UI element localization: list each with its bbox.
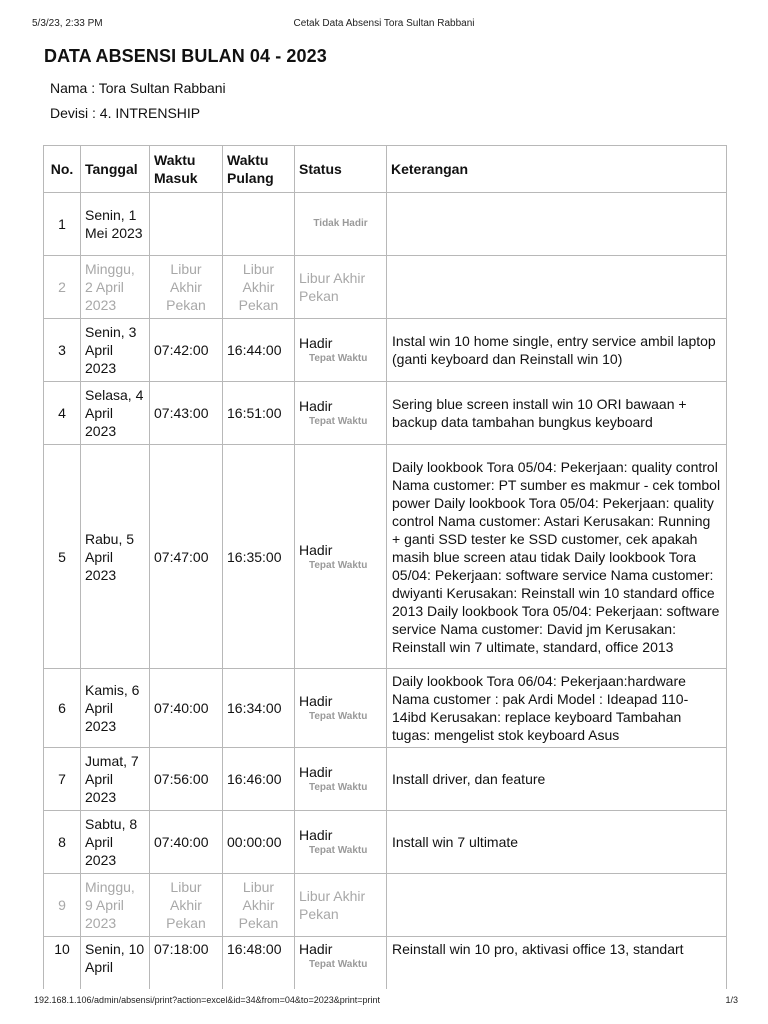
row-tanggal: Minggu, 2 April 2023 — [81, 256, 150, 319]
status-sub: Tepat Waktu — [309, 559, 368, 571]
row-keterangan: Daily lookbook Tora 05/04: Pekerjaan: quality control Nama customer: PT sumber es makmur - cek tombol power Daily lookbook Tora 05/04: Pekerjaan: quality control Nama customer: Astari Kerusakan: Running + ganti SSD tester ke SSD customer, cek apakah masih blue screen atau tidak Daily lookbook Tora 05/04: Pekerjaan: software service Nama customer: dwiyanti Kerusakan: Reinstall win 10 standard office 2013 Daily lookbook Tora 05/04: Pekerjaan: software service Nama customer: David jm Kerusakan: Reinstall win 7 ultimate, standard, office 2013 — [387, 445, 727, 669]
row-no: 5 — [44, 445, 81, 669]
row-tanggal: Kamis, 6 April 2023 — [81, 669, 150, 748]
table-header-row — [44, 146, 727, 193]
row-status — [295, 669, 387, 748]
status-sub: Tepat Waktu — [309, 711, 368, 722]
row-status: Libur Akhir Pekan — [295, 874, 387, 937]
status-sub: Tepat Waktu — [309, 353, 368, 364]
row-status — [295, 193, 387, 256]
row-no: 9 — [44, 874, 81, 937]
table-row — [44, 937, 727, 989]
row-no: 4 — [44, 382, 81, 445]
row-pulang — [223, 193, 295, 256]
row-no: 6 — [44, 669, 81, 748]
row-tanggal: Senin, 3 April 2023 — [81, 319, 150, 382]
col-header-waktu-pulang: Waktu Pulang — [223, 146, 295, 193]
row-pulang: 00:00:00 — [223, 811, 295, 874]
document-title: DATA ABSENSI BULAN 04 - 2023 — [44, 46, 327, 66]
status-main: Hadir — [299, 827, 333, 843]
status-sub: Tepat Waktu — [309, 845, 368, 856]
row-masuk: Libur Akhir Pekan — [150, 874, 223, 937]
row-keterangan: Daily lookbook Tora 06/04: Pekerjaan:hardware Nama customer : pak Ardi Model : Ideapad 110-14ibd Kerusakan: replace keyboard Tambahan tugas: mengelist stok keyboard Asus — [387, 669, 727, 748]
row-tanggal: Sabtu, 8 April 2023 — [81, 811, 150, 874]
table-row — [44, 193, 727, 256]
row-keterangan: Install driver, dan feature — [387, 748, 727, 811]
status-sub: Tepat Waktu — [309, 416, 368, 427]
row-pulang: 16:44:00 — [223, 319, 295, 382]
status-main: Hadir — [299, 941, 333, 957]
status-main: Hadir — [299, 335, 333, 351]
row-tanggal: Minggu, 9 April 2023 — [81, 874, 150, 937]
row-keterangan: Install win 7 ultimate — [387, 811, 727, 874]
row-keterangan — [387, 193, 727, 256]
row-keterangan — [387, 256, 727, 319]
print-page-number: 1/3 — [725, 995, 738, 1005]
row-pulang: 16:34:00 — [223, 669, 295, 748]
row-masuk: 07:40:00 — [150, 811, 223, 874]
table-row — [44, 382, 727, 445]
row-no: 7 — [44, 748, 81, 811]
row-no: 10 — [44, 937, 81, 989]
row-no: 8 — [44, 811, 81, 874]
row-masuk: 07:47:00 — [150, 445, 223, 669]
table-row — [44, 874, 727, 937]
col-header-keterangan: Keterangan — [387, 146, 727, 193]
row-masuk: 07:56:00 — [150, 748, 223, 811]
row-pulang: 16:46:00 — [223, 748, 295, 811]
row-tanggal: Selasa, 4 April 2023 — [81, 382, 150, 445]
row-pulang: Libur Akhir Pekan — [223, 256, 295, 319]
row-keterangan: Instal win 10 home single, entry service ambil laptop (ganti keyboard dan Reinstall win 10) — [387, 319, 727, 382]
row-masuk: Libur Akhir Pekan — [150, 256, 223, 319]
row-tanggal: Rabu, 5 April 2023 — [81, 445, 150, 669]
row-no: 3 — [44, 319, 81, 382]
employee-division: Devisi : 4. INTRENSHIP — [50, 105, 201, 121]
row-no: 2 — [44, 256, 81, 319]
row-tanggal: Senin, 10 April — [81, 937, 150, 989]
col-header-tanggal: Tanggal — [81, 146, 150, 193]
status-main: Hadir — [299, 764, 333, 780]
row-masuk: 07:43:00 — [150, 382, 223, 445]
row-masuk: 07:18:00 — [150, 937, 223, 989]
row-status — [295, 382, 387, 445]
row-tanggal: Senin, 1 Mei 2023 — [81, 193, 150, 256]
row-pulang: 16:51:00 — [223, 382, 295, 445]
status-main: Hadir — [299, 541, 333, 558]
row-status — [295, 937, 387, 989]
employee-name: Nama : Tora Sultan Rabbani — [50, 80, 226, 96]
table-row — [44, 319, 727, 382]
row-masuk: 07:40:00 — [150, 669, 223, 748]
row-status — [295, 811, 387, 874]
row-pulang: Libur Akhir Pekan — [223, 874, 295, 937]
row-keterangan: Sering blue screen install win 10 ORI bawaan + backup data tambahan bungkus keyboard — [387, 382, 727, 445]
row-masuk — [150, 193, 223, 256]
status-main: Hadir — [299, 398, 333, 414]
print-page-title: Cetak Data Absensi Tora Sultan Rabbani — [293, 18, 475, 29]
table-row — [44, 669, 727, 748]
attendance-table — [43, 145, 727, 989]
table-row — [44, 811, 727, 874]
col-header-waktu-masuk: Waktu Masuk — [150, 146, 223, 193]
table-row — [44, 256, 727, 319]
status-main: Hadir — [299, 693, 333, 709]
table-row — [44, 445, 727, 669]
row-status: Libur Akhir Pekan — [295, 256, 387, 319]
row-keterangan — [387, 874, 727, 937]
row-pulang: 16:48:00 — [223, 937, 295, 989]
row-tanggal: Jumat, 7 April 2023 — [81, 748, 150, 811]
row-masuk: 07:42:00 — [150, 319, 223, 382]
row-no: 1 — [44, 193, 81, 256]
col-header-status: Status — [295, 146, 387, 193]
row-pulang: 16:35:00 — [223, 445, 295, 669]
print-datetime: 5/3/23, 2:33 PM — [32, 18, 103, 29]
status-sub: Tidak Hadir — [313, 218, 368, 229]
col-header-no: No. — [44, 146, 81, 193]
status-sub: Tepat Waktu — [309, 782, 368, 793]
row-status — [295, 319, 387, 382]
row-keterangan: Reinstall win 10 pro, aktivasi office 13, standart — [387, 937, 727, 989]
print-url: 192.168.1.106/admin/absensi/print?action=excel&id=34&from=04&to=2023&print=print — [34, 995, 380, 1005]
row-status — [295, 445, 387, 669]
row-status — [295, 748, 387, 811]
status-sub: Tepat Waktu — [309, 959, 368, 970]
table-row — [44, 748, 727, 811]
